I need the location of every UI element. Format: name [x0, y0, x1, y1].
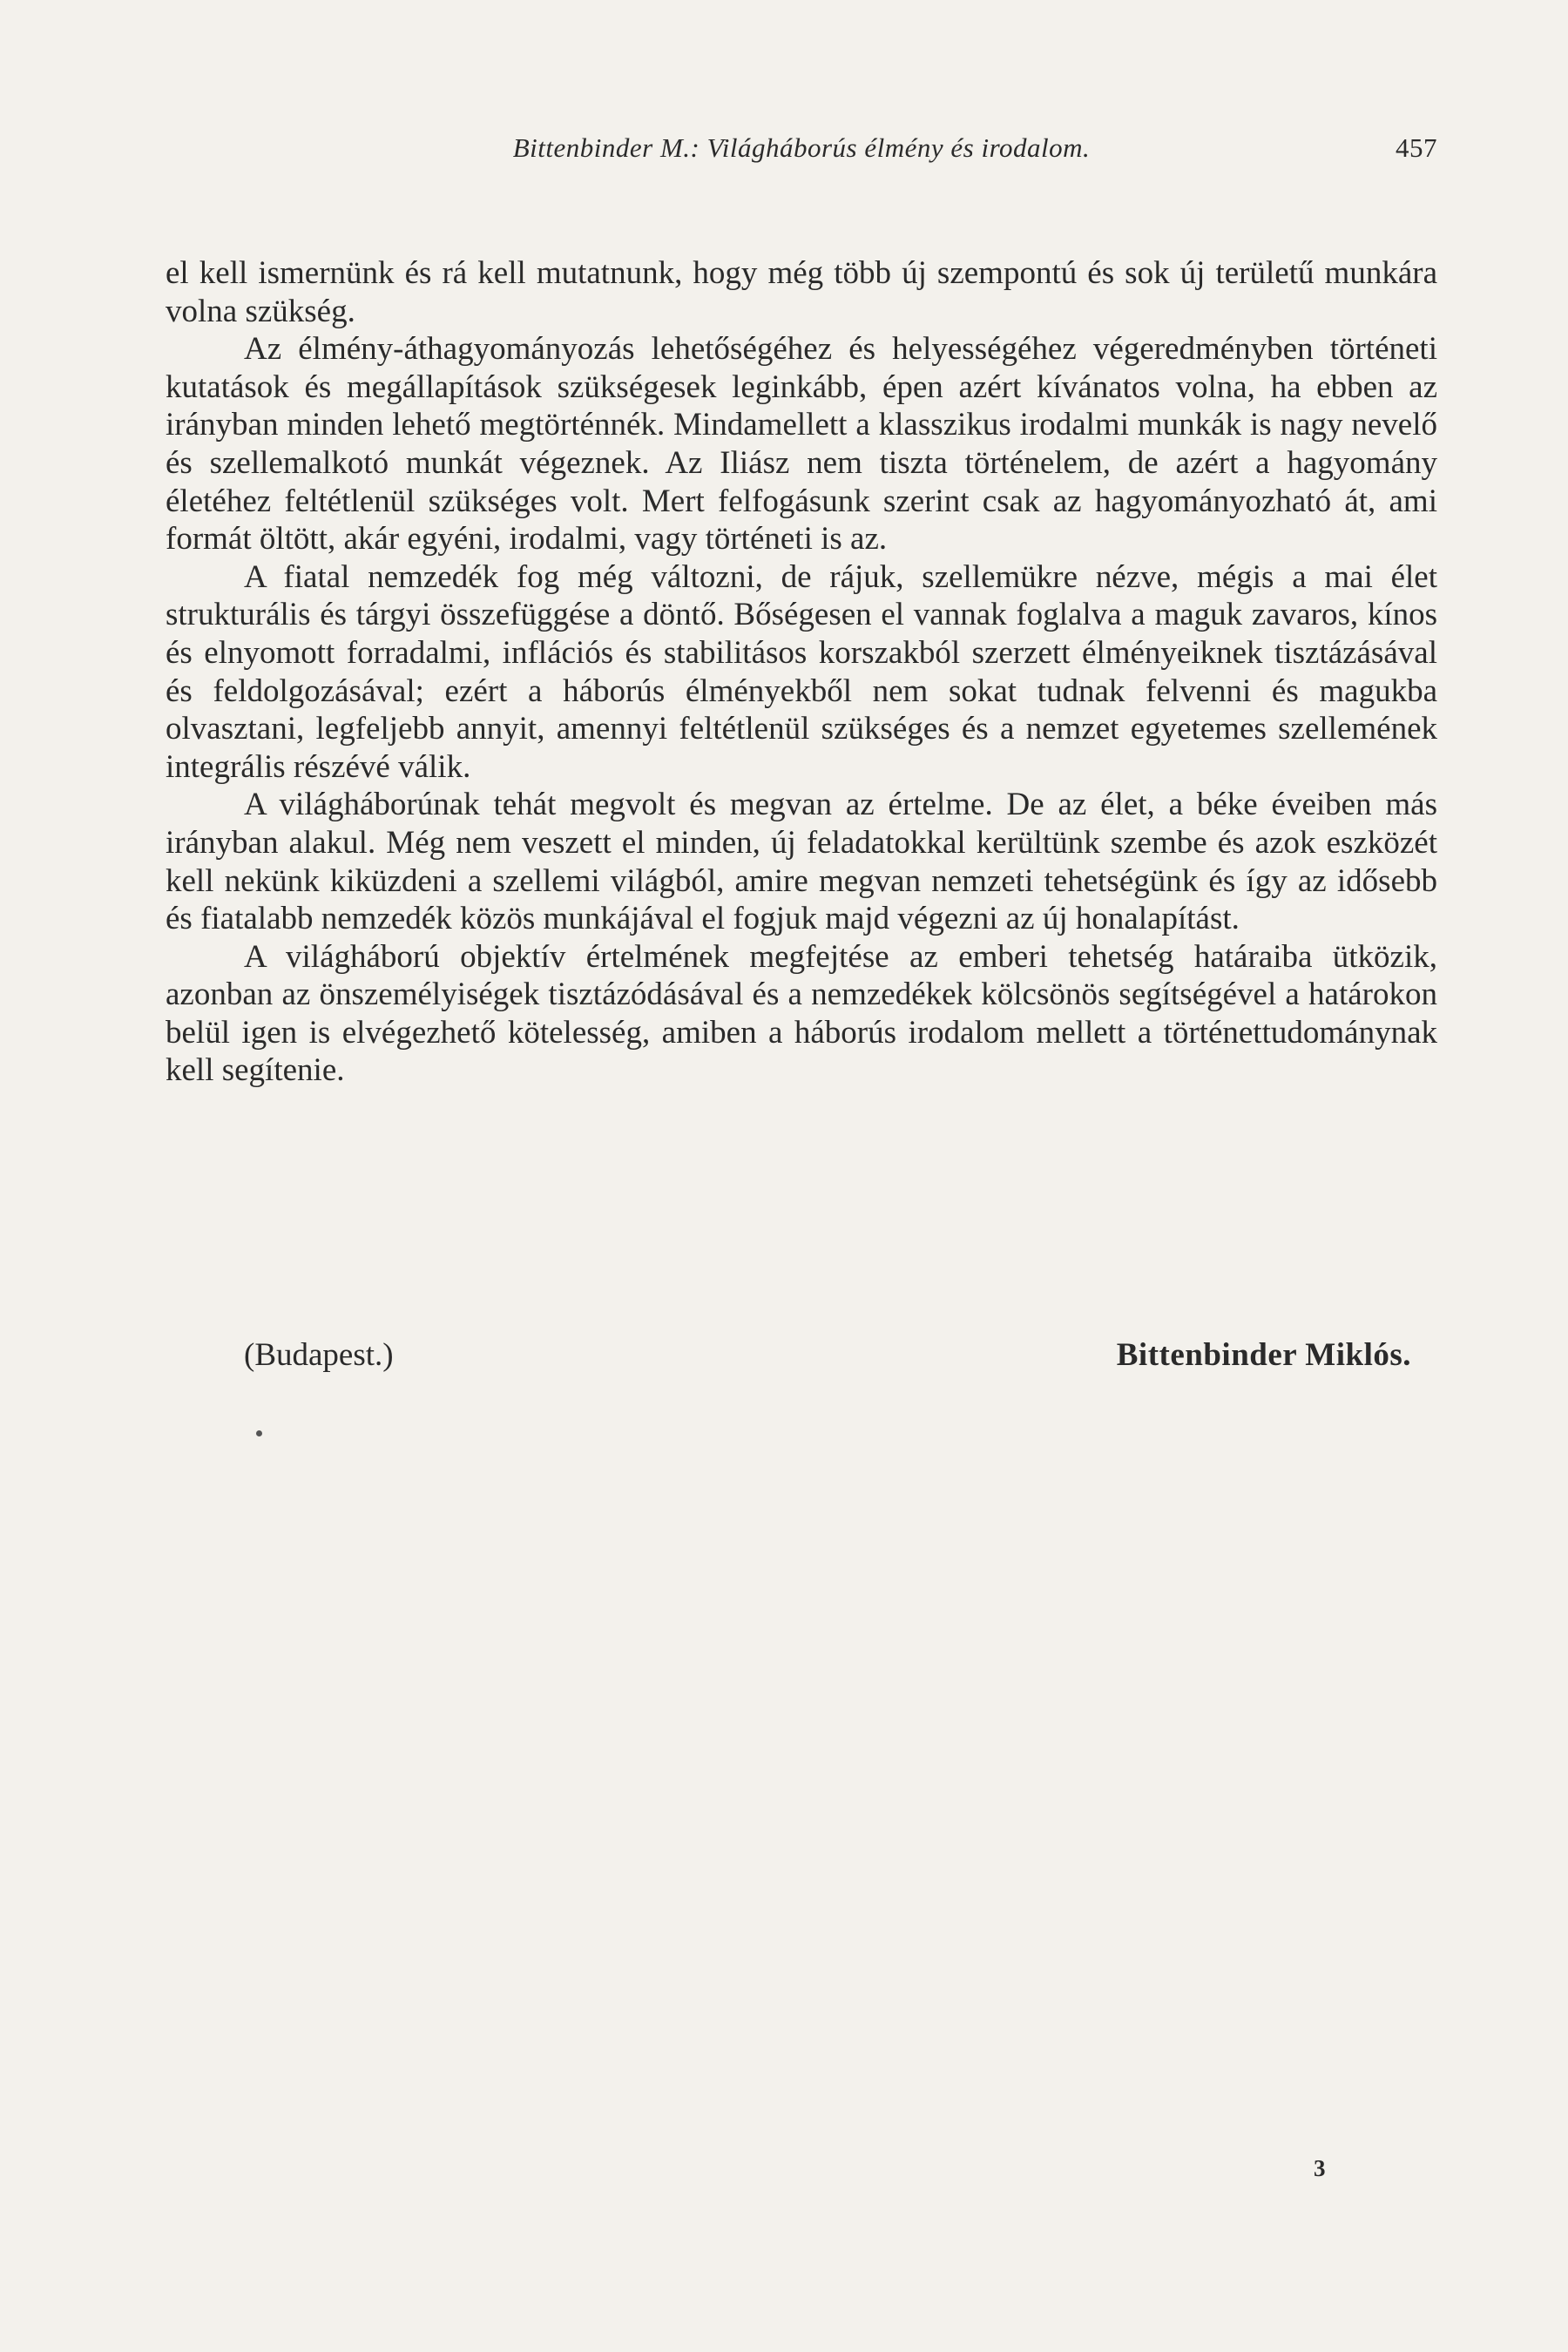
- article-closing: [166, 1336, 1437, 1380]
- paragraph: Az élmény-áthagyományozás lehetőségéhez és helyességéhez végeredményben történeti kutatások és megállapítások szükségesek leginkább, épen azért kívánatos volna, ha ebben az irányban minden lehető megtörténnék. Mindamellett a klasszikus irodalmi munkák is nagy nevelő és szellemalkotó munkát végeznek. Az Iliász nem tiszta történelem, de azért a hagyomány életéhez feltétlenül szükséges volt. Mert felfogásunk szerint csak az hagyományozható át, ami formát öltött, akár egyéni, irodalmi, vagy történeti is az.: [166, 331, 1437, 558]
- paragraph: A fiatal nemzedék fog még változni, de rájuk, szellemükre nézve, mégis a mai élet strukturális és tárgyi összefüggése a döntő. Bőségesen el vannak foglalva a maguk zavaros, kínos és elnyomott forradalmi, inflációs és stabilitásos korszakból szerzett élményeiknek tisztázásával és feldolgozásával; ezért a háborús élményekből nem sokat tudnak felvenni és magukba olvasztani, legfeljebb annyit, amennyi feltétlenül szükséges és a nemzet egyetemes szellemének integrális részévé válik.: [166, 558, 1437, 785]
- article-body: [166, 254, 1437, 1090]
- paragraph: A világháborúnak tehát megvolt és megvan az értelme. De az élet, a béke éveiben más irányban alakul. Még nem veszett el minden, új feladatokkal kerültünk szembe és azok eszközét kell nekünk kiküzdeni a szellemi világból, amire megvan nemzeti tehetségünk és így az idősebb és fiatalabb nemzedék közös munkájával el fogjuk majd végezni az új honalapítást.: [166, 787, 1437, 937]
- paragraph: A világháború objektív értelmének megfejtése az emberi tehetség határaiba ütközik, azonban az önszemélyiségek tisztázódásával és a nemzedékek kölcsönös segítségével a határokon belül igen is elvégezhető kötelesség, amiben a háborús irodalom mellett a történettudománynak kell segítenie.: [166, 938, 1437, 1089]
- page-number: 457: [1396, 132, 1437, 163]
- place-of-writing: (Budapest.): [244, 1337, 394, 1373]
- printer-signature-mark: 3: [1314, 2155, 1326, 2181]
- page-header: [166, 132, 1437, 176]
- running-title: Bittenbinder M.: Világháborús élmény és irodalom.: [512, 132, 1091, 163]
- paragraph-continuation: el kell ismernünk és rá kell mutatnunk, hogy még több új szempontú és sok új területű munkára volna szükség.: [166, 255, 1437, 329]
- ink-speck: [256, 1430, 262, 1436]
- author-signature: Bittenbinder Miklós.: [1116, 1337, 1411, 1373]
